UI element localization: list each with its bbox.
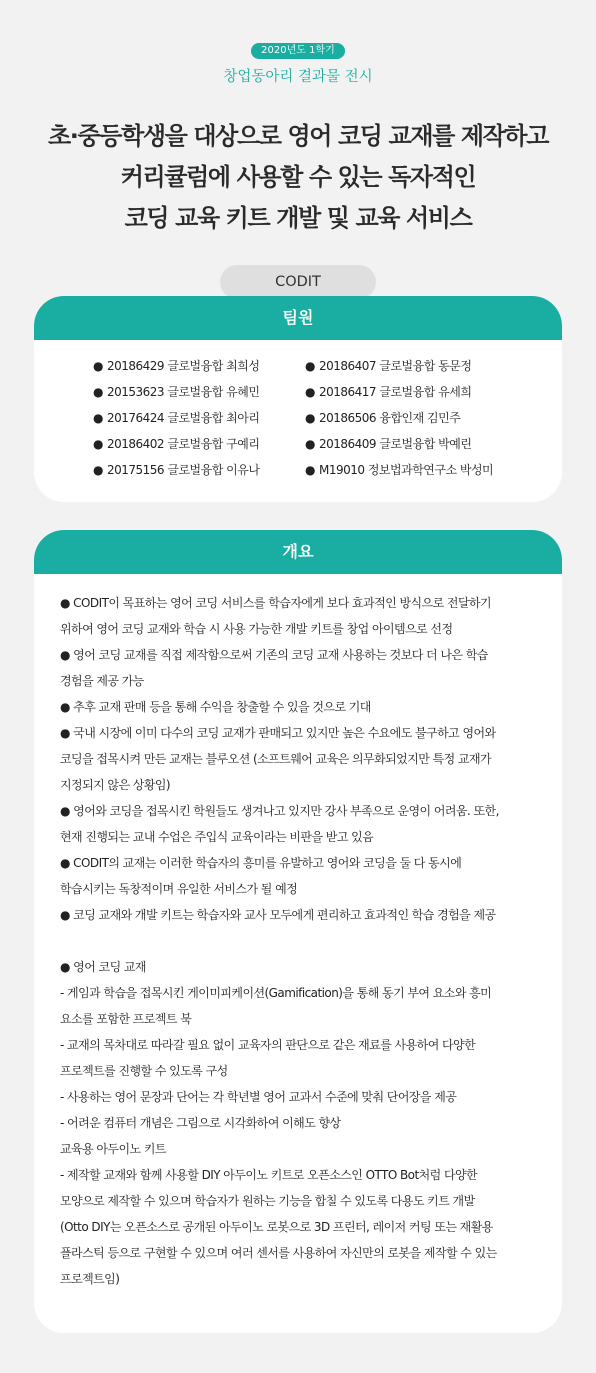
project-title-line: 코딩 교육 키트 개발 및 교육 서비스 — [124, 204, 472, 232]
member-label: M19010 정보법과학연구소 박성미 — [318, 463, 494, 477]
member-item — [93, 405, 305, 431]
overview-line: - 게임과 학습을 접목시킨 게이미피케이션(Gamification)을 통해 동기 부여 요소와 흥미 — [60, 986, 492, 1000]
overview-line: ● CODIT의 교재는 이러한 학습자의 흥미를 유발하고 영어와 코딩을 둘 다 동시에 — [60, 856, 462, 870]
member-item — [93, 353, 305, 379]
overview-line: - 사용하는 영어 문장과 단어는 각 학년별 영어 교과서 수준에 맞춰 단어장을 제공 — [60, 1090, 457, 1104]
member-label: 20186402 글로벌융합 구예리 — [106, 437, 260, 451]
overview-line: ● 추후 교재 판매 등을 통해 수익을 창출할 수 있을 것으로 기대 — [60, 700, 371, 714]
member-label: 20186409 글로벌융합 박예린 — [318, 437, 472, 451]
project-title — [0, 116, 596, 239]
member-label: 20153623 글로벌융합 유혜민 — [106, 385, 260, 399]
member-label: 20186417 글로벌융합 유세희 — [318, 385, 472, 399]
bullet-icon: ● — [305, 437, 315, 451]
overview-body — [34, 574, 562, 1292]
members-list — [34, 340, 562, 483]
member-item — [305, 457, 555, 483]
member-label: 20176424 글로벌융합 최아리 — [106, 411, 260, 425]
bullet-icon: ● — [93, 463, 103, 477]
overview-line: 코딩을 접목시켜 만든 교재는 블루오션 (소프트웨어 교육은 의무화되었지만 특정 교재가 — [60, 752, 492, 766]
overview-line: 교육용 아두이노 키트 — [60, 1142, 166, 1156]
overview-card — [34, 530, 562, 1333]
member-label: 20175156 글로벌융합 이유나 — [106, 463, 260, 477]
overview-line: 프로젝트임) — [60, 1272, 120, 1286]
member-item — [93, 457, 305, 483]
overview-line: ● 영어 코딩 교재 — [60, 960, 146, 974]
bullet-icon: ● — [305, 411, 315, 425]
overview-heading: 개요 — [34, 530, 562, 574]
member-label: 20186429 글로벌융합 최희성 — [106, 359, 260, 373]
overview-line: 모양으로 제작할 수 있으며 학습자가 원하는 기능을 합칠 수 있도록 다용도 키트 개발 — [60, 1194, 475, 1208]
overview-line: 플라스틱 등으로 구현할 수 있으며 여러 센서를 사용하여 자신만의 로봇을 제작할 수 있는 — [60, 1246, 497, 1260]
overview-line: ● 코딩 교재와 개발 키트는 학습자와 교사 모두에게 편리하고 효과적인 학습 경험을 제공 — [60, 908, 496, 922]
semester-badge: 2020년도 1학기 — [251, 43, 345, 59]
overview-line: 현재 진행되는 교내 수업은 주입식 교육이라는 비판을 받고 있음 — [60, 830, 374, 844]
bullet-icon: ● — [93, 411, 103, 425]
member-item — [305, 379, 555, 405]
member-label: 20186407 글로벌융합 동문정 — [318, 359, 472, 373]
members-heading: 팀원 — [34, 296, 562, 340]
overview-line: 프로젝트를 진행할 수 있도록 구성 — [60, 1064, 228, 1078]
overview-line: 위하여 영어 코딩 교재와 학습 시 사용 가능한 개발 키트를 창업 아이템으로 선정 — [60, 622, 453, 636]
project-title-line: 커리큘럼에 사용할 수 있는 독자적인 — [120, 163, 476, 191]
overview-line: 경험을 제공 가능 — [60, 674, 144, 688]
overview-line: - 제작할 교재와 함께 사용할 DIY 아두이노 키트로 오픈소스인 OTTO Bot처럼 다양한 — [60, 1168, 478, 1182]
bullet-icon: ● — [93, 359, 103, 373]
member-item — [93, 431, 305, 457]
member-label: 20186506 융합인재 김민주 — [318, 411, 461, 425]
overview-line: ● 영어 코딩 교재를 직접 제작함으로써 기존의 코딩 교재 사용하는 것보다 더 나은 학습 — [60, 648, 488, 662]
overview-line: - 교재의 목차대로 따라갈 필요 없이 교육자의 판단으로 같은 재료를 사용하여 다양한 — [60, 1038, 476, 1052]
overview-line: 요소를 포함한 프로젝트 북 — [60, 1012, 192, 1026]
bullet-icon: ● — [305, 359, 315, 373]
team-name-pill: CODIT — [220, 265, 376, 299]
overview-line — [60, 928, 542, 954]
members-card — [34, 296, 562, 502]
overview-line: ● 영어와 코딩을 접목시킨 학원들도 생겨나고 있지만 강사 부족으로 운영이 어려움. 또한, — [60, 804, 499, 818]
project-title-line: 초·중등학생을 대상으로 영어 코딩 교재를 제작하고 — [48, 122, 548, 150]
page-header — [0, 0, 596, 299]
bullet-icon: ● — [305, 463, 315, 477]
bullet-icon: ● — [93, 437, 103, 451]
exhibition-subtitle: 창업동아리 결과물 전시 — [223, 69, 373, 85]
member-item — [305, 353, 555, 379]
bullet-icon: ● — [93, 385, 103, 399]
overview-line: (Otto DIY는 오픈소스로 공개된 아두이노 로봇으로 3D 프린터, 레이저 커팅 또는 재활용 — [60, 1220, 493, 1234]
member-item — [305, 431, 555, 457]
member-item — [305, 405, 555, 431]
bullet-icon: ● — [305, 385, 315, 399]
overview-line: 지정되지 않은 상황임) — [60, 778, 171, 792]
overview-line: ● 국내 시장에 이미 다수의 코딩 교재가 판매되고 있지만 높은 수요에도 불구하고 영어와 — [60, 726, 496, 740]
overview-line: - 어려운 컴퓨터 개념은 그림으로 시각화하여 이해도 향상 — [60, 1116, 341, 1130]
overview-line: 학습시키는 독창적이며 유일한 서비스가 될 예정 — [60, 882, 298, 896]
overview-line: ● CODIT이 목표하는 영어 코딩 서비스를 학습자에게 보다 효과적인 방식으로 전달하기 — [60, 596, 492, 610]
member-item — [93, 379, 305, 405]
